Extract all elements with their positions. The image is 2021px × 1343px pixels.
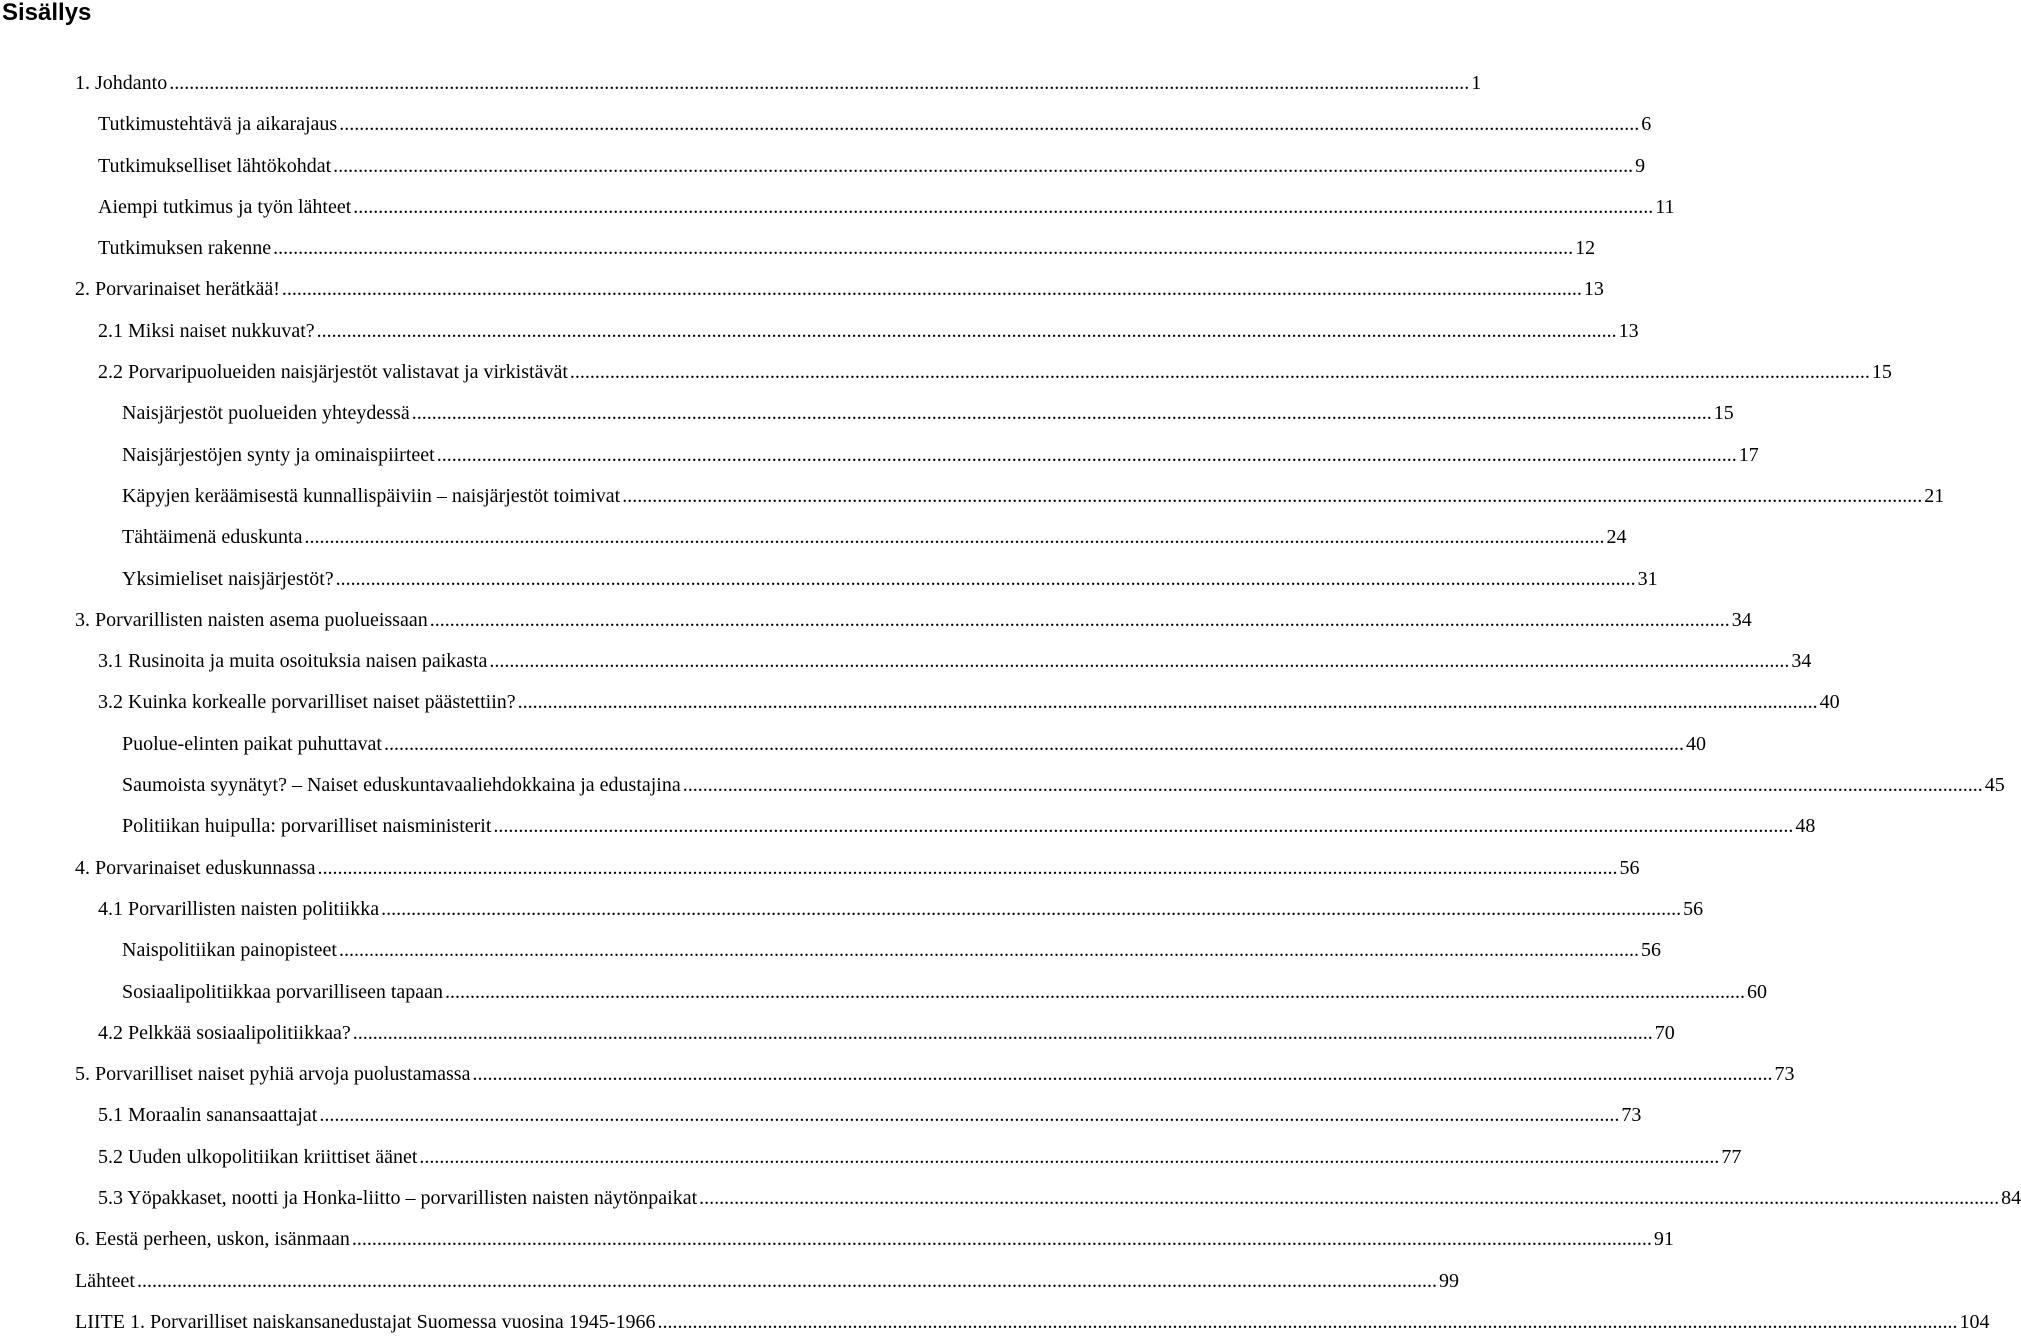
- toc-entry-page-number: 12: [1575, 237, 1596, 260]
- toc-entry-label: 2. Porvarinaiset herätkää!: [75, 278, 280, 301]
- dot-leader: [622, 476, 1922, 517]
- toc-entry-label: 6. Eestä perheen, uskon, isänmaan: [75, 1228, 350, 1251]
- dot-leader: [472, 1054, 1772, 1095]
- toc-entry-page-number: 56: [1640, 939, 1661, 962]
- toc-entry[interactable]: [0, 724, 1706, 765]
- toc-entry-label: 5.1 Moraalin sanansaattajat: [98, 1104, 318, 1127]
- toc-entry-page-number: 73: [1774, 1063, 1795, 1086]
- toc-entry-page-number: 15: [1713, 402, 1734, 425]
- toc-entry-label: Naisjärjestöt puolueiden yhteydessä: [122, 402, 410, 425]
- toc-entry-page-number: 73: [1621, 1104, 1642, 1127]
- toc-entry-page-number: 70: [1654, 1021, 1675, 1044]
- toc-entry[interactable]: [0, 641, 1812, 682]
- toc-entry-page-number: 77: [1721, 1145, 1742, 1168]
- toc-entry-page-number: 9: [1635, 154, 1646, 177]
- toc-entry[interactable]: [0, 1302, 1990, 1343]
- toc-entry[interactable]: [0, 1137, 1742, 1178]
- toc-entry-label: 3.2 Kuinka korkealle porvarilliset naiset päästettiin?: [98, 691, 516, 714]
- toc-entry-page-number: 60: [1747, 980, 1768, 1003]
- toc-entry[interactable]: [0, 517, 1627, 558]
- toc-entry-label: Saumoista syynätyt? – Naiset eduskuntavaaliehdokkaina ja edustajina: [122, 774, 681, 797]
- toc-entry-label: 4.1 Porvarillisten naisten politiikka: [98, 897, 380, 920]
- dot-leader: [319, 1095, 1619, 1136]
- toc-entry[interactable]: [0, 352, 1892, 393]
- toc-entry-label: 3. Porvarillisten naisten asema puolueissaan: [75, 608, 428, 631]
- toc-entry-page-number: 13: [1618, 319, 1639, 342]
- toc-entry[interactable]: [0, 476, 1945, 517]
- table-of-contents: [0, 63, 2021, 1343]
- toc-entry[interactable]: [0, 806, 1816, 847]
- dot-leader: [518, 682, 1818, 723]
- toc-entry[interactable]: [0, 930, 1661, 971]
- toc-entry[interactable]: [0, 63, 1482, 104]
- toc-entry[interactable]: [0, 1054, 1795, 1095]
- toc-entry[interactable]: [0, 311, 1639, 352]
- dot-leader: [353, 1013, 1653, 1054]
- toc-entry[interactable]: [0, 889, 1704, 930]
- dot-leader: [333, 146, 1633, 187]
- toc-entry-label: 5. Porvarilliset naiset pyhiä arvoja puolustamassa: [75, 1063, 471, 1086]
- dot-leader: [169, 63, 1469, 104]
- dot-leader: [318, 848, 1618, 889]
- toc-entry-label: Tutkimukselliset lähtökohdat: [98, 154, 332, 177]
- toc-entry-label: Yksimieliset naisjärjestöt?: [122, 567, 334, 590]
- toc-entry-label: Lähteet: [75, 1269, 135, 1292]
- toc-entry-page-number: 24: [1606, 526, 1627, 549]
- dot-leader: [282, 269, 1582, 310]
- toc-entry-label: LIITE 1. Porvarilliset naiskansanedustajat Suomessa vuosina 1945-1966: [75, 1310, 656, 1333]
- toc-entry-label: Tähtäimenä eduskunta: [122, 526, 303, 549]
- toc-entry-label: 5.3 Yöpakkaset, nootti ja Honka-liitto – porvarillisten naisten näytönpaikat: [98, 1187, 698, 1210]
- dot-leader: [353, 187, 1653, 228]
- toc-entry-label: Aiempi tutkimus ja työn lähteet: [98, 195, 352, 218]
- dot-leader: [445, 972, 1745, 1013]
- toc-entry[interactable]: [0, 765, 2005, 806]
- toc-entry[interactable]: [0, 559, 1658, 600]
- toc-entry-label: Puolue-elinten paikat puhuttavat: [122, 732, 382, 755]
- dot-leader: [419, 1137, 1719, 1178]
- toc-entry-page-number: 17: [1738, 443, 1759, 466]
- toc-entry[interactable]: [0, 435, 1759, 476]
- dot-leader: [570, 352, 1870, 393]
- toc-entry-page-number: 15: [1871, 361, 1892, 384]
- toc-entry-label: Naisjärjestöjen synty ja ominaispiirteet: [122, 443, 435, 466]
- dot-leader: [339, 104, 1639, 145]
- toc-entry-page-number: 104: [1959, 1310, 1990, 1333]
- toc-entry[interactable]: [0, 269, 1604, 310]
- toc-entry[interactable]: [0, 228, 1596, 269]
- toc-entry-page-number: 56: [1683, 897, 1704, 920]
- toc-entry[interactable]: [0, 682, 1840, 723]
- dot-leader: [305, 517, 1605, 558]
- toc-entry[interactable]: [0, 848, 1640, 889]
- toc-entry[interactable]: [0, 972, 1768, 1013]
- dot-leader: [699, 1178, 1999, 1219]
- toc-entry-label: Tutkimuksen rakenne: [98, 237, 272, 260]
- toc-entry-page-number: 45: [1984, 774, 2005, 797]
- toc-entry[interactable]: [0, 1219, 1674, 1260]
- toc-entry-page-number: 34: [1731, 608, 1752, 631]
- toc-entry-label: 5.2 Uuden ulkopolitiikan kriittiset äänet: [98, 1145, 418, 1168]
- toc-entry[interactable]: [0, 1178, 2021, 1219]
- toc-entry-label: Politiikan huipulla: porvarilliset naisministerit: [122, 815, 492, 838]
- toc-entry[interactable]: [0, 1095, 1642, 1136]
- toc-entry-label: Sosiaalipolitiikkaa porvarilliseen tapaan: [122, 980, 444, 1003]
- dot-leader: [339, 930, 1639, 971]
- toc-entry-label: 4.2 Pelkkää sosiaalipolitiikkaa?: [98, 1021, 351, 1044]
- toc-entry-label: 3.1 Rusinoita ja muita osoituksia naisen paikasta: [98, 650, 488, 673]
- toc-entry-page-number: 11: [1655, 195, 1675, 218]
- toc-entry-page-number: 34: [1791, 650, 1812, 673]
- toc-entry-label: 2.2 Porvaripuolueiden naisjärjestöt valistavat ja virkistävät: [98, 361, 568, 384]
- toc-entry-page-number: 1: [1471, 72, 1482, 94]
- toc-entry-label: Käpyjen keräämisestä kunnallispäiviin – naisjärjestöt toimivat: [122, 484, 621, 507]
- page-title: Sisällys: [2, 0, 92, 26]
- toc-entry-label: 1. Johdanto: [75, 72, 168, 94]
- dot-leader: [317, 311, 1617, 352]
- toc-entry-page-number: 84: [2001, 1187, 2021, 1210]
- toc-entry-page-number: 56: [1619, 856, 1640, 879]
- toc-entry-label: Naispolitiikan painopisteet: [122, 939, 337, 962]
- toc-entry[interactable]: [0, 187, 1675, 228]
- dot-leader: [430, 600, 1730, 641]
- toc-entry[interactable]: [0, 600, 1752, 641]
- toc-entry-label: 4. Porvarinaiset eduskunnassa: [75, 856, 316, 879]
- toc-entry[interactable]: [0, 393, 1734, 434]
- toc-entry-label: Tutkimustehtävä ja aikarajaus: [98, 113, 338, 136]
- toc-entry-page-number: 40: [1685, 732, 1706, 755]
- toc-entry-page-number: 99: [1438, 1269, 1459, 1292]
- dot-leader: [437, 435, 1737, 476]
- dot-leader: [384, 724, 1684, 765]
- dot-leader: [273, 228, 1573, 269]
- toc-entry-page-number: 21: [1924, 484, 1945, 507]
- toc-entry-label: 2.1 Miksi naiset nukkuvat?: [98, 319, 315, 342]
- toc-entry[interactable]: [0, 146, 1646, 187]
- toc-entry-page-number: 48: [1795, 815, 1816, 838]
- dot-leader: [381, 889, 1681, 930]
- toc-entry-page-number: 13: [1583, 278, 1604, 301]
- dot-leader: [683, 765, 1983, 806]
- dot-leader: [352, 1219, 1652, 1260]
- dot-leader: [493, 806, 1793, 847]
- dot-leader: [657, 1302, 1957, 1343]
- dot-leader: [489, 641, 1789, 682]
- toc-entry-page-number: 91: [1653, 1228, 1674, 1251]
- toc-entry[interactable]: [0, 104, 1652, 145]
- toc-entry[interactable]: [0, 1013, 1675, 1054]
- dot-leader: [336, 559, 1636, 600]
- dot-leader: [137, 1261, 1437, 1302]
- dot-leader: [412, 393, 1712, 434]
- toc-entry-page-number: 40: [1819, 691, 1840, 714]
- toc-entry-page-number: 6: [1641, 113, 1652, 136]
- toc-entry[interactable]: [0, 1261, 1459, 1302]
- toc-entry-page-number: 31: [1637, 567, 1658, 590]
